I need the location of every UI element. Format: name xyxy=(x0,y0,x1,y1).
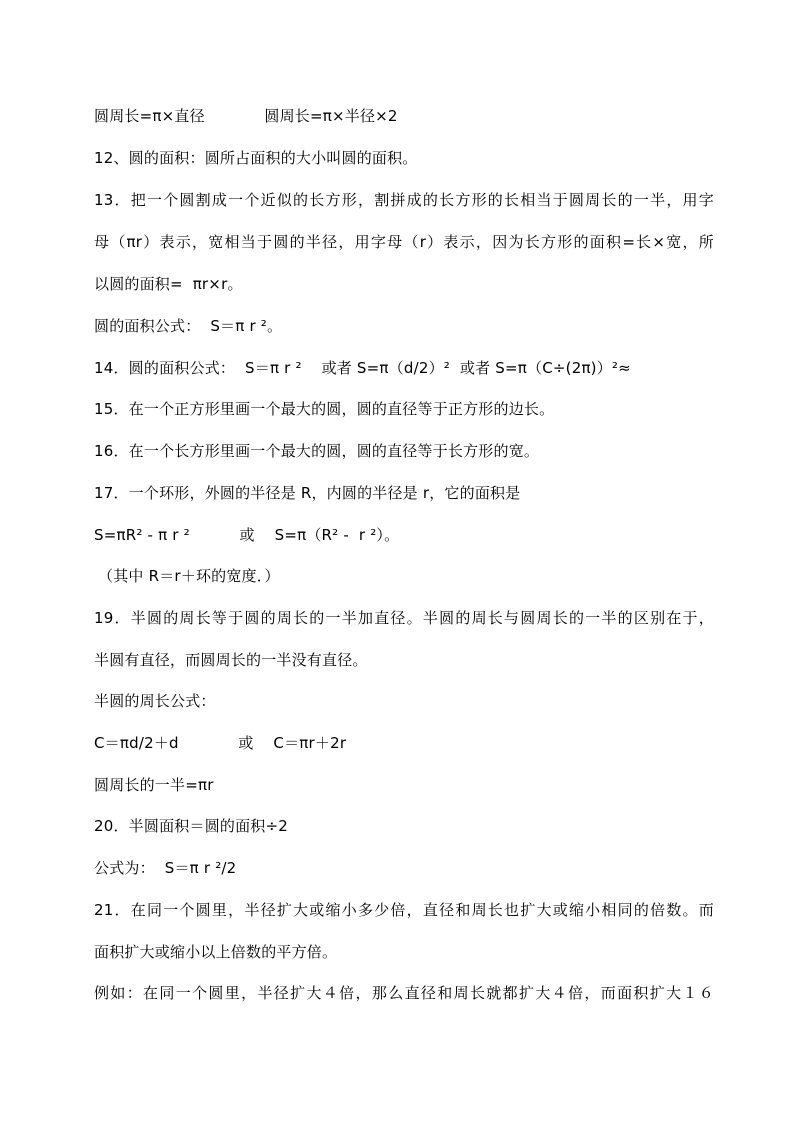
text-line-13a: 13．把一个圆割成一个近似的长方形，割拼成的长方形的长相当于圆周长的一半，用字 xyxy=(94,191,714,209)
text-line-20: 20．半圆面积＝圆的面积÷2 xyxy=(94,817,288,835)
text-line-21a: 21．在同一个圆里，半径扩大或缩小多少倍，直径和周长也扩大或缩小相同的倍数。而 xyxy=(94,901,714,919)
text-line-19a: 19．半圆的周长等于圆的周长的一半加直径。半圆的周长与圆周长的一半的区别在于， xyxy=(94,609,714,627)
text-line-15: 15．在一个正方形里画一个最大的圆，圆的直径等于正方形的边长。 xyxy=(94,400,555,418)
text-line-19b: 半圆有直径，而圆周长的一半没有直径。 xyxy=(94,651,368,669)
text-line-half-circumference: 圆周长的一半=πr xyxy=(94,776,214,794)
text-line-20-formula: 公式为： S＝π r ²/2 xyxy=(94,859,237,877)
text-line-12: 12、圆的面积：圆所占面积的大小叫圆的面积。 xyxy=(94,149,418,167)
text-line-area-formula: 圆的面积公式： S＝π r ²。 xyxy=(94,317,283,335)
text-line-13c: 以圆的面积= πr×r。 xyxy=(94,275,243,293)
text-line-21b: 面积扩大或缩小以上倍数的平方倍。 xyxy=(94,943,338,961)
text-line-ring-note: （其中 R＝r＋环的宽度．） xyxy=(98,567,280,585)
text-line-ring-formula: S=πR² - π r ² 或 S=π（R² - r ²）。 xyxy=(94,526,400,544)
text-line-circumference-formulas: 圆周长=π×直径 圆周长=π×半径×2 xyxy=(94,107,398,125)
text-line-example: 例如：在同一个圆里，半径扩大４倍，那么直径和周长就都扩大４倍，而面积扩大１６ xyxy=(94,984,714,1002)
text-line-semicircle-formula: C＝πd/2＋d 或 C＝πr＋2r xyxy=(94,734,347,752)
text-line-17: 17．一个环形，外圆的半径是 R，内圆的半径是 r，它的面积是 xyxy=(94,484,521,502)
text-line-16: 16．在一个长方形里画一个最大的圆，圆的直径等于长方形的宽。 xyxy=(94,442,540,460)
text-line-13b: 母（πr）表示，宽相当于圆的半径，用字母（r）表示，因为长方形的面积=长×宽，所 xyxy=(94,233,714,251)
text-line-14: 14．圆的面积公式： S＝π r ² 或者 S=π（d/2）² 或者 S=π（C÷(2π)）²≈ xyxy=(94,359,631,377)
text-line-semicircle-heading: 半圆的周长公式： xyxy=(94,692,216,710)
